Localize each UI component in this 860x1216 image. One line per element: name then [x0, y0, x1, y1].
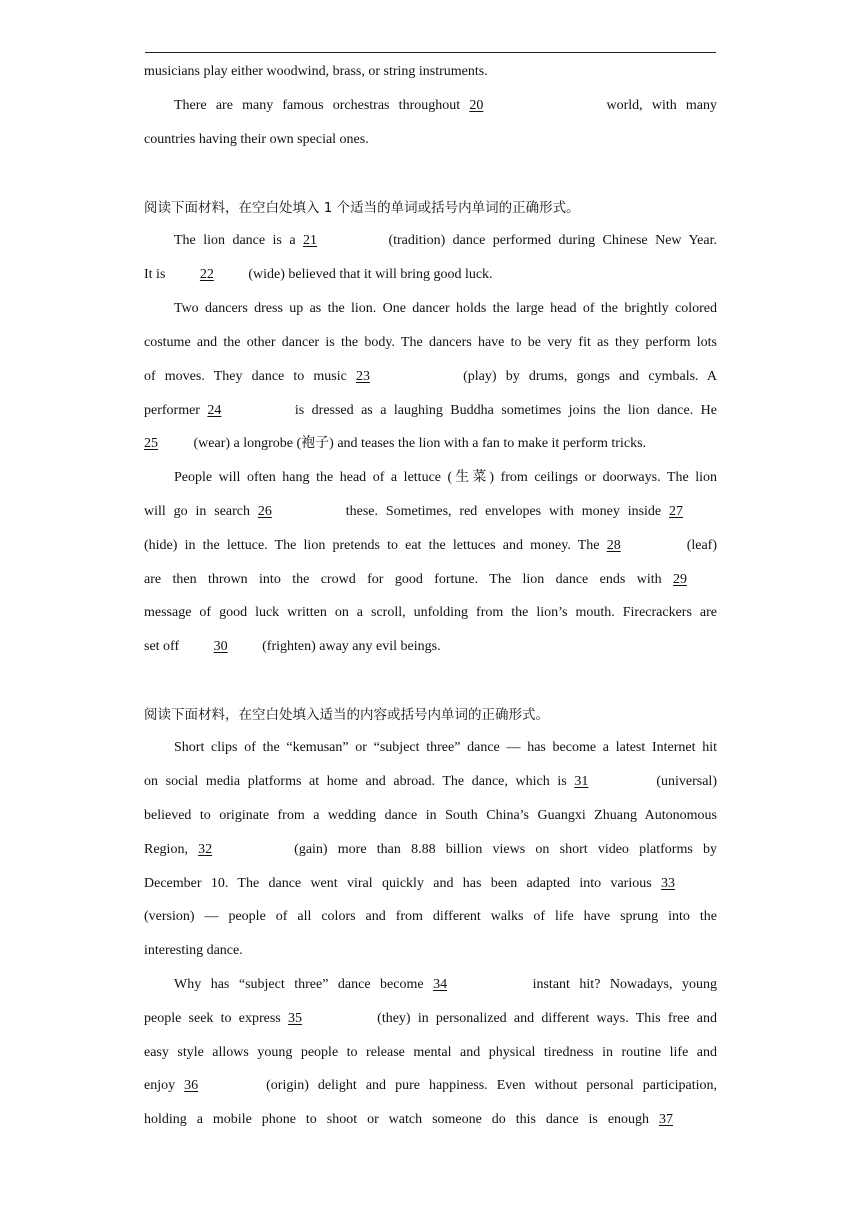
- text-segment: (universal): [656, 774, 717, 789]
- text-line: [144, 636, 717, 658]
- text-segment: interesting dance.: [144, 943, 243, 958]
- answer-blank-34[interactable]: 34: [433, 977, 448, 992]
- answer-blank-32[interactable]: 32: [198, 842, 213, 857]
- text-segment: message of good luck written on a scroll, unfolding from the lion’s mouth. Firecrackers are: [144, 605, 717, 620]
- text-line: [174, 467, 717, 489]
- answer-blank-35[interactable]: 35: [287, 1011, 302, 1026]
- text-segment: (tradition) dance performed during Chinese New Year.: [381, 233, 717, 248]
- text-segment: is dressed as a laughing Buddha sometimes joins the lion dance. He: [287, 403, 717, 418]
- text-segment: (wide) believed that it will bring good luck.: [244, 267, 493, 282]
- text-segment: these. Sometimes, red envelopes with money inside: [337, 504, 670, 519]
- text-segment: The lion dance is a: [174, 233, 304, 248]
- text-segment: of moves. They dance to music: [144, 369, 356, 384]
- section-instruction: 阅读下面材料，在空白处填入 1 个适当的单词或括号内单词的正确形式。: [144, 200, 580, 216]
- text-line: [144, 906, 717, 928]
- text-segment: (hide) in the lettuce. The lion pretends to eat the lettuces and money. The: [144, 538, 607, 553]
- text-segment: costume and the other dancer is the body. The dancers have to be very fit as they perform lots: [144, 335, 717, 350]
- text-line: [144, 940, 717, 962]
- text-segment: (leaf): [686, 538, 717, 553]
- text-line: [144, 1008, 717, 1030]
- text-segment: There are many famous orchestras throughout: [174, 98, 470, 113]
- text-line: [144, 771, 717, 793]
- text-segment: (play) by drums, gongs and cymbals. A: [454, 369, 717, 384]
- text-segment: easy style allows young people to release mental and physical tiredness in routine life and: [144, 1045, 717, 1060]
- header-rule: [145, 52, 716, 53]
- section-instruction: 阅读下面材料，在空白处填入适当的内容或括号内单词的正确形式。: [144, 707, 549, 723]
- text-line: [144, 61, 717, 83]
- text-line: [174, 974, 717, 996]
- answer-blank-36[interactable]: 36: [184, 1078, 199, 1093]
- text-line: [144, 805, 717, 827]
- answer-blank-33[interactable]: 33: [661, 876, 675, 891]
- text-line: [144, 366, 717, 388]
- text-line: [144, 433, 717, 455]
- text-segment: (they) in personalized and different ways. This free and: [369, 1011, 717, 1026]
- text-segment: (origin) delight and pure happiness. Even without personal participation,: [266, 1078, 717, 1093]
- text-segment: Why has “subject three” dance become: [174, 977, 434, 992]
- text-line: [144, 1075, 717, 1097]
- text-segment: (version) — people of all colors and from different walks of life have sprung into the: [144, 909, 717, 924]
- text-segment: holding a mobile phone to shoot or watch someone do this dance is enough: [144, 1112, 659, 1127]
- text-line: [144, 1109, 717, 1131]
- text-line: [144, 873, 717, 895]
- text-line: [144, 332, 717, 354]
- text-segment: Two dancers dress up as the lion. One dancer holds the large head of the brightly colored: [174, 301, 717, 316]
- text-segment: It is: [144, 267, 169, 282]
- text-segment: believed to originate from a wedding dance in South China’s Guangxi Zhuang Autonomous: [144, 808, 717, 823]
- text-line: [174, 95, 717, 117]
- text-segment: performer: [144, 403, 208, 418]
- answer-blank-22[interactable]: 22: [199, 267, 214, 282]
- text-line: [144, 839, 717, 861]
- text-line: [174, 230, 717, 252]
- answer-blank-23[interactable]: 23: [356, 369, 370, 384]
- text-segment: instant hit? Nowadays, young: [523, 977, 717, 992]
- text-segment: world, with many: [597, 98, 717, 113]
- text-line: [144, 264, 717, 286]
- text-line: [144, 569, 717, 591]
- text-segment: (wear) a longrobe (袍子) and teases the lion with a fan to make it perform tricks.: [190, 436, 647, 451]
- answer-blank-24[interactable]: 24: [207, 403, 222, 418]
- answer-blank-31[interactable]: 31: [574, 774, 589, 789]
- text-line: [174, 737, 717, 759]
- text-line: [144, 535, 717, 557]
- answer-blank-29[interactable]: 29: [673, 572, 687, 587]
- text-segment: Region,: [144, 842, 199, 857]
- text-segment: enjoy: [144, 1078, 185, 1093]
- text-segment: Short clips of the “kemusan” or “subject three” dance — has become a latest Internet hit: [174, 740, 717, 755]
- text-line: [144, 400, 717, 422]
- text-segment: People will often hang the head of a lettuce (生菜) from ceilings or doorways. The lion: [174, 470, 717, 485]
- text-line: [144, 1042, 717, 1064]
- answer-blank-28[interactable]: 28: [606, 538, 621, 553]
- answer-blank-37[interactable]: 37: [659, 1112, 673, 1127]
- answer-blank-21[interactable]: 21: [303, 233, 318, 248]
- text-segment: (frighten) away any evil beings.: [258, 639, 441, 654]
- text-line: [144, 129, 717, 151]
- text-segment: are then thrown into the crowd for good fortune. The lion dance ends with: [144, 572, 673, 587]
- text-segment: musicians play either woodwind, brass, or string instruments.: [144, 64, 488, 79]
- text-line: [144, 501, 717, 523]
- text-segment: on social media platforms at home and abroad. The dance, which is: [144, 774, 575, 789]
- answer-blank-26[interactable]: 26: [257, 504, 272, 519]
- answer-blank-20[interactable]: 20: [469, 98, 484, 113]
- text-segment: people seek to express: [144, 1011, 288, 1026]
- text-line: [174, 298, 717, 320]
- text-line: [144, 602, 717, 624]
- answer-blank-27[interactable]: 27: [669, 504, 684, 519]
- text-segment: will go in search: [144, 504, 258, 519]
- answer-blank-30[interactable]: 30: [213, 639, 228, 654]
- text-segment: set off: [144, 639, 183, 654]
- answer-blank-25[interactable]: 25: [144, 436, 158, 451]
- text-segment: countries having their own special ones.: [144, 132, 369, 147]
- text-segment: December 10. The dance went viral quickly and has been adapted into various: [144, 876, 661, 891]
- text-segment: (gain) more than 8.88 billion views on short video platforms by: [294, 842, 717, 857]
